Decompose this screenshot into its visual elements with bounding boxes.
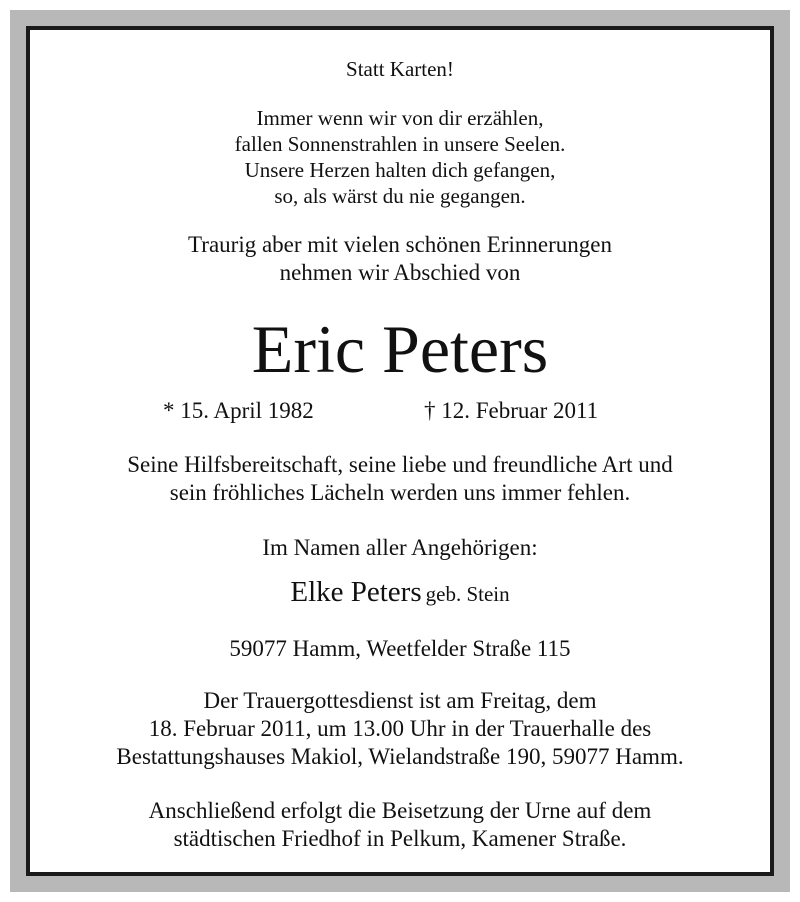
farewell-line: Traurig aber mit vielen schönen Erinnerungen: [188, 232, 612, 257]
intro-heading: Statt Karten!: [346, 57, 454, 81]
deceased-name: Eric Peters: [251, 311, 549, 387]
farewell-line: nehmen wir Abschied von: [279, 260, 521, 285]
burial-line: Anschließend erfolgt die Beisetzung der Urne auf dem: [148, 798, 652, 823]
family-intro: Im Namen aller Angehörigen:: [262, 535, 538, 560]
obituary-notice: [26, 26, 774, 876]
service-line: Der Trauergottesdienst ist am Freitag, dem: [203, 688, 597, 713]
poem-line: fallen Sonnenstrahlen in unsere Seelen.: [234, 132, 566, 156]
tribute-line: Seine Hilfsbereitschaft, seine liebe und freundliche Art und: [127, 452, 673, 477]
service-line: 18. Februar 2011, um 13.00 Uhr in der Trauerhalle des: [148, 716, 652, 741]
burial-line: städtischen Friedhof in Pelkum, Kamener Straße.: [173, 826, 627, 851]
family-address: 59077 Hamm, Weetfelder Straße 115: [229, 636, 571, 661]
tribute-line: sein fröhliches Lächeln werden uns immer fehlen.: [169, 480, 631, 505]
poem-line: Unsere Herzen halten dich gefangen,: [244, 158, 556, 182]
family-maiden-name: geb. Stein: [425, 582, 510, 606]
poem-line: Immer wenn wir von dir erzählen,: [256, 106, 544, 130]
poem-line: so, als wärst du nie gegangen.: [274, 184, 526, 208]
birth-date: * 15. April 1982: [163, 398, 314, 423]
family-name: Elke Peters: [290, 576, 422, 608]
family-signatory: [30, 576, 770, 613]
service-line: Bestattungshauses Makiol, Wielandstraße 190, 59077 Hamm.: [116, 744, 684, 769]
death-date: † 12. Februar 2011: [424, 398, 599, 423]
